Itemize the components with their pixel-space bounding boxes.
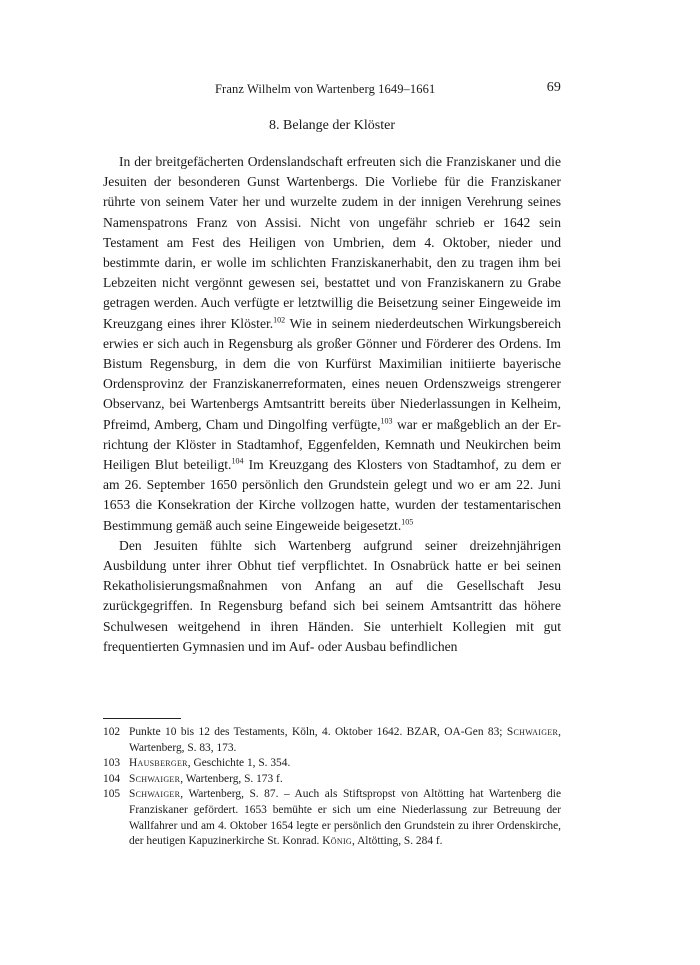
author-name: Hausberger <box>129 757 188 770</box>
paragraph-1 <box>103 152 561 536</box>
footnote-number: 105 <box>103 788 121 801</box>
footnote-text-b: , Wartenberg, S. 83, 173. <box>129 726 561 754</box>
paragraph-1-part-d: Im Kreuzgang des Klosters von Stadtamhof, zu dem er am 26. September 1650 persönlich den Grundstein gelegt und wo er am 22. Juni 1653 die Konsekration der Kirche vollzogen hatte, wurden der testamentarischen Bestimmung gemäß auch seine Eingeweide beigesetzt. <box>103 457 561 533</box>
footnote-text-b: , Geschichte 1, S. 354. <box>187 757 291 770</box>
footnote-text-a: Punkte 10 bis 12 des Testaments, Köln, 4. Oktober 1642. BZAR, OA-Gen 83; <box>129 726 507 739</box>
footnote-text <box>129 772 561 788</box>
footnote-text-b: , Wartenberg, S. 87. – Auch als Stiftspropst von Altötting hat Wartenberg die Franziskaner gefördert. 1653 bemühte er sich um eine Niederlassung zur Betreuung der Wallfahrer und am 4. Oktober 1654 legte er persönlich den Grundstein zu ihrer Ordenskirche, der heutigen Kapuzinerkirche St. Konrad. <box>129 788 561 848</box>
footnote-ref-105: 105 <box>401 517 414 527</box>
footnote-text <box>129 787 561 849</box>
paragraph-1-part-a: In der breitgefächerten Ordenslandschaft erfreuten sich die Franziskaner und die Jesuiten der besonderen Gunst Wartenbergs. Die Vorliebe für die Franziskaner rührte von seinem Vater her und wurzelte zudem in der innigen Verehrung seines Namenspatrons Franz von Assisi. Nicht von ungefähr schrieb er 1642 sein Testament am Fest des Heiligen von Umbrien, dem 4. Oktober, nieder und bestimmte darin, er wolle im schlichten Franziskanerhabit, den zu tragen ihm bei Lebzeiten nicht vergönnt gewesen sei, bestattet und von Franziskanern zu Grabe getragen werden. Auch verfügte er letztwillig die Beisetzung seiner Eingeweide im Kreuzgang eines ihrer Klöster. <box>103 154 561 331</box>
running-head-title: Franz Wilhelm von Wartenberg 1649–1661 <box>215 82 436 96</box>
page-number: 69 <box>546 80 561 95</box>
footnote-102 <box>103 725 561 756</box>
footnote-number: 104 <box>103 772 121 785</box>
section-heading: 8. Belange der Klöster <box>269 118 395 133</box>
footnote-104 <box>103 772 561 788</box>
footnote-text <box>129 756 561 772</box>
footnote-number: 103 <box>103 757 121 770</box>
footnote-number: 102 <box>103 726 121 739</box>
paragraph-2: Den Jesuiten fühlte sich Wartenberg aufgrund seiner dreizehnjährigen Ausbildung unter ihrer Obhut tief verpflichtet. In Osnabrück hatte er bei seinen Rekatholisierungsmaßnahmen von Anfang an auf die Gesellschaft Jesu zurückgegriffen. In Regensburg befand sich bei seinem Amtsantritt das höhere Schulwesen weitgehend in ihren Händen. Sie unterhielt Kollegien mit gut frequentierten Gymnasien und im Auf- oder Ausbau befindlichen <box>103 537 561 654</box>
body-text <box>103 152 561 657</box>
page <box>103 78 561 850</box>
author-name: Schwaiger <box>129 788 181 801</box>
footnote-ref-102: 102 <box>273 315 286 325</box>
footnote-text <box>129 725 561 756</box>
footnote-text-b: , Wartenberg, S. 173 f. <box>180 772 283 785</box>
running-head <box>103 78 561 100</box>
footnote-103 <box>103 756 561 772</box>
footnote-105 <box>103 787 561 849</box>
footnote-ref-103: 103 <box>380 416 393 426</box>
footnote-text-c: , Altötting, S. 284 f. <box>352 835 443 848</box>
author-name: Schwaiger <box>506 726 559 739</box>
footnote-rule <box>103 718 181 719</box>
footnote-ref-104: 104 <box>231 456 244 466</box>
author-name: Schwaiger <box>129 772 181 785</box>
paragraph-1-part-c: war er maßgeblich an der Errichtung der Klöster in Stadtamhof, Eggenfelden, Kemnath und Neukirchen beim Heiligen Blut beteiligt. <box>103 416 562 473</box>
footnotes <box>103 725 561 850</box>
paragraph-1-part-b: Wie in seinem niederdeutschen Wirkungsbereich erwies er sich auch in Regensburg als großer Gönner und Förderer des Ordens. Im Bistum Regensburg, in dem die von Kurfürst Maximilian initiierte bayerische Ordensprovinz der Franziskanerreformaten, eines neuen Ordenszweigs strengerer Observanz, bei Wartenbergs Amtsantritt bereits über Niederlassungen in Kelheim, Pfreimd, Amberg, Cham und Dingolfing verfügte, <box>103 315 561 432</box>
author-name-2: König <box>322 835 352 848</box>
